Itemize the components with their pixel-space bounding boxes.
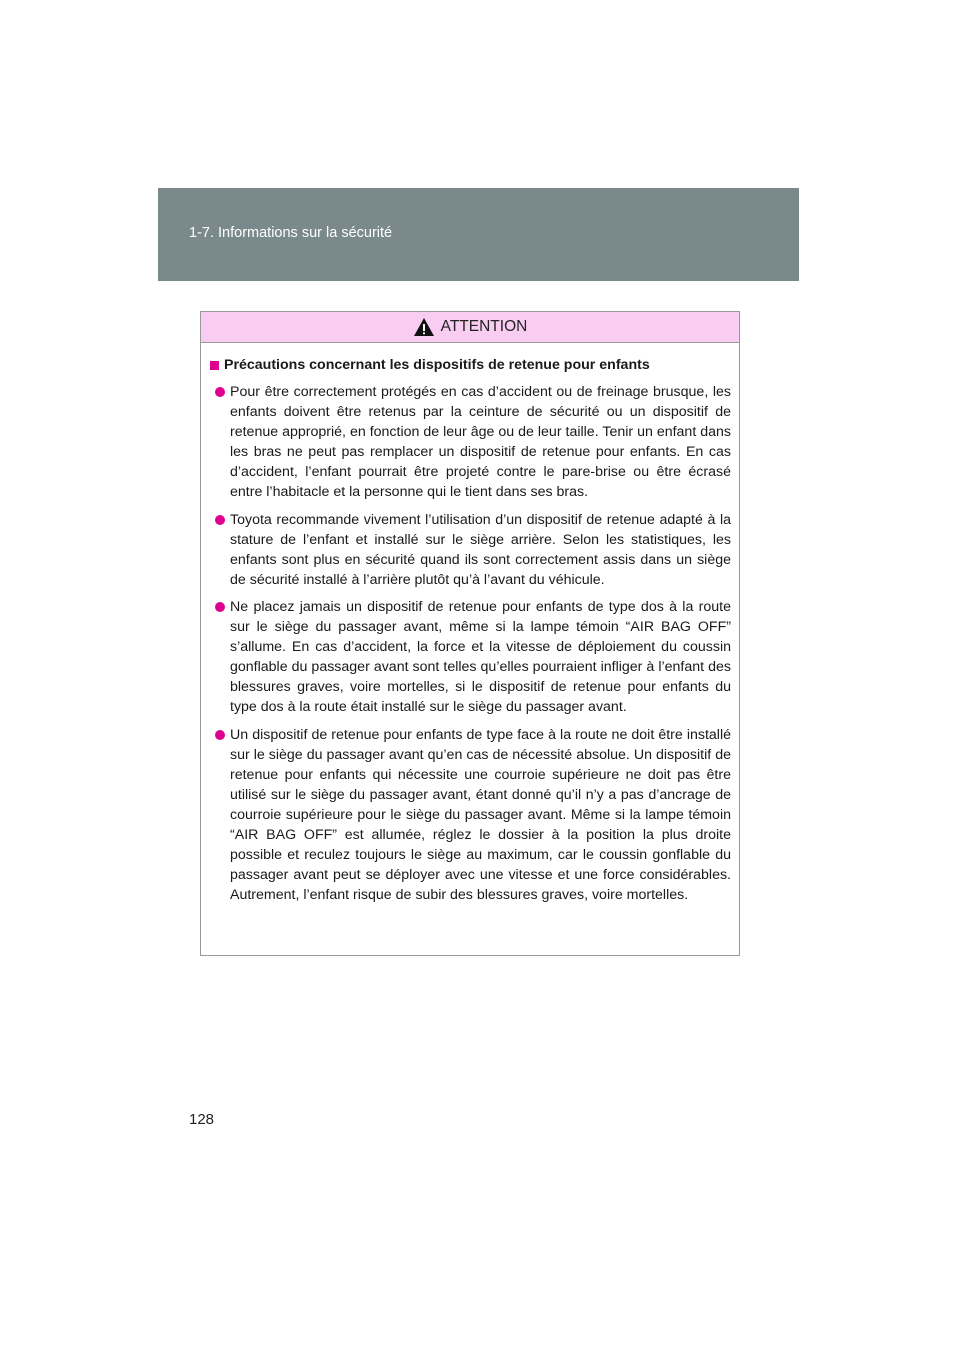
- list-item-text: Ne placez jamais un dispositif de retenue pour enfants de type dos à la route sur le siège du passager avant, même si la lampe témoin “AIR BAG OFF” s’allume. En cas d’accident, la force et la vitesse de déploiement du coussin gonflable du passager avant sont telles qu’elles pourraient infliger à l’enfant des blessures graves, voire mortelles, si le dispositif de retenue pour enfants du type dos à la route était installé sur le siège du passager avant.: [230, 598, 731, 716]
- warning-triangle-icon: [413, 317, 435, 337]
- warning-heading: ATTENTION: [440, 318, 528, 335]
- precautions-heading-text: Précautions concernant les dispositifs de retenue pour enfants: [224, 357, 650, 373]
- bullet-dot-icon: [215, 730, 225, 740]
- warning-box: [200, 311, 740, 956]
- section-header: [158, 188, 799, 281]
- list-item: [210, 382, 731, 503]
- list-item: [210, 597, 731, 718]
- warning-body: [201, 343, 739, 905]
- list-item: [210, 725, 731, 906]
- list-item-text: Toyota recommande vivement l’utilisation d’un dispositif de retenue adapté à la stature de l’enfant et installé sur le siège arrière. Selon les statistiques, les enfants sont plus en sécurité quand ils sont correctement assis dans un siège de sécurité installé à l’arrière plutôt qu’à l’avant du véhicule.: [230, 511, 731, 588]
- list-item-text: Un dispositif de retenue pour enfants de type face à la route ne doit être installé sur le siège du passager avant qu’en cas de nécessité absolue. Un dispositif de retenue pour enfants qui nécessite une courroie supérieure ne doit pas être utilisé sur le siège du passager avant, étant donné qu’il n’y a pas d’ancrage de courroie supérieure pour le siège du passager avant. Même si la lampe témoin “AIR BAG OFF” est allumée, réglez le dossier à la position la plus droite possible et reculez toujours le siège au maximum, car le coussin gonflable du passager avant peut se déployer avec une vitesse et une force considérables. Autrement, l’enfant risque de subir des blessures graves, voire mortelles.: [230, 726, 731, 904]
- bullet-dot-icon: [215, 387, 225, 397]
- precautions-heading: [210, 355, 731, 375]
- warning-heading-bar: [201, 312, 739, 343]
- section-title: 1-7. Informations sur la sécurité: [189, 225, 393, 241]
- page-number: 128: [189, 1111, 215, 1128]
- bullet-dot-icon: [215, 515, 225, 525]
- bullet-dot-icon: [215, 602, 225, 612]
- square-marker-icon: [210, 361, 219, 370]
- list-item-text: Pour être correctement protégés en cas d’accident ou de freinage brusque, les enfants doivent être retenus par la ceinture de sécurité ou un dispositif de retenue approprié, en fonction de leur âge ou de leur taille. Tenir un enfant dans les bras ne peut pas remplacer un dispositif de retenue pour enfants. En cas d’accident, l’enfant pourrait être projeté contre le pare-brise ou être écrasé entre l’habitacle et la personne qui le tient dans ses bras.: [230, 384, 731, 501]
- list-item: [210, 510, 731, 590]
